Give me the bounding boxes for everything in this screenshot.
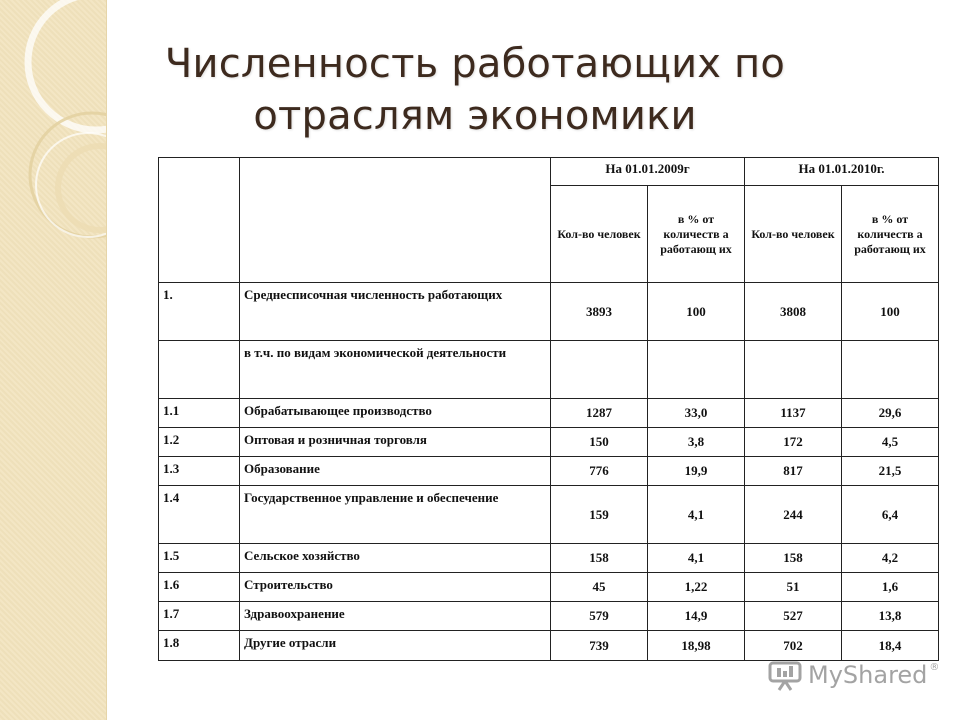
percent-2009: 100	[648, 283, 745, 341]
percent-2010: 100	[842, 283, 939, 341]
decorative-side-panel	[0, 0, 107, 720]
percent-2009: 4,1	[648, 486, 745, 544]
count-2009: 45	[551, 573, 648, 602]
count-2010: 244	[745, 486, 842, 544]
table-row	[159, 283, 939, 341]
header-year-2009: На 01.01.2009г	[551, 158, 745, 186]
percent-2009: 19,9	[648, 457, 745, 486]
row-name: Оптовая и розничная торговля	[240, 428, 551, 457]
count-2009: 1287	[551, 399, 648, 428]
count-2010	[745, 341, 842, 399]
percent-2010	[842, 341, 939, 399]
count-2010: 3808	[745, 283, 842, 341]
table-row	[159, 573, 939, 602]
count-2009: 159	[551, 486, 648, 544]
row-number: 1.1	[159, 399, 240, 428]
percent-2009: 14,9	[648, 602, 745, 631]
count-2009: 579	[551, 602, 648, 631]
percent-2009: 1,22	[648, 573, 745, 602]
row-number: 1.7	[159, 602, 240, 631]
row-number: 1.6	[159, 573, 240, 602]
count-2010: 172	[745, 428, 842, 457]
row-name: Другие отрасли	[240, 631, 551, 661]
count-2010: 158	[745, 544, 842, 573]
percent-2009: 4,1	[648, 544, 745, 573]
count-2009: 150	[551, 428, 648, 457]
count-2009: 3893	[551, 283, 648, 341]
row-number: 1.5	[159, 544, 240, 573]
myshared-watermark	[768, 658, 939, 692]
table-row	[159, 341, 939, 399]
header-count-2010: Кол-во человек	[745, 186, 842, 283]
header-empty-name	[240, 158, 551, 283]
row-name: Сельское хозяйство	[240, 544, 551, 573]
row-number: 1.	[159, 283, 240, 341]
table-row	[159, 399, 939, 428]
header-percent-2009: в % от количеств а работающ их	[648, 186, 745, 283]
row-number	[159, 341, 240, 399]
percent-2010: 29,6	[842, 399, 939, 428]
watermark-text: MyShared	[808, 661, 928, 689]
table-row	[159, 544, 939, 573]
header-empty-no	[159, 158, 240, 283]
percent-2009: 18,98	[648, 631, 745, 661]
header-percent-2010: в % от количеств а работающ их	[842, 186, 939, 283]
decorative-circles	[0, 0, 106, 720]
row-name: Здравоохранение	[240, 602, 551, 631]
row-name: в т.ч. по видам экономической деятельности	[240, 341, 551, 399]
row-name: Государственное управление и обеспечение	[240, 486, 551, 544]
header-year-2010: На 01.01.2010г.	[745, 158, 939, 186]
row-number: 1.2	[159, 428, 240, 457]
count-2009: 739	[551, 631, 648, 661]
table-row	[159, 428, 939, 457]
percent-2010: 13,8	[842, 602, 939, 631]
percent-2009: 3,8	[648, 428, 745, 457]
header-count-2009: Кол-во человек	[551, 186, 648, 283]
header-row-years	[159, 158, 939, 186]
percent-2010: 6,4	[842, 486, 939, 544]
count-2010: 527	[745, 602, 842, 631]
percent-2009	[648, 341, 745, 399]
row-name: Среднесписочная численность работающих	[240, 283, 551, 341]
percent-2010: 18,4	[842, 631, 939, 661]
count-2010: 1137	[745, 399, 842, 428]
count-2009: 158	[551, 544, 648, 573]
table-row	[159, 602, 939, 631]
percent-2010: 21,5	[842, 457, 939, 486]
employment-table	[158, 157, 939, 661]
count-2010: 702	[745, 631, 842, 661]
count-2010: 817	[745, 457, 842, 486]
count-2010: 51	[745, 573, 842, 602]
row-number: 1.8	[159, 631, 240, 661]
row-number: 1.3	[159, 457, 240, 486]
table-row	[159, 457, 939, 486]
table-row	[159, 486, 939, 544]
presentation-board-icon	[768, 659, 802, 691]
count-2009	[551, 341, 648, 399]
percent-2010: 4,2	[842, 544, 939, 573]
count-2009: 776	[551, 457, 648, 486]
percent-2010: 1,6	[842, 573, 939, 602]
row-number: 1.4	[159, 486, 240, 544]
row-name: Строительство	[240, 573, 551, 602]
row-name: Образование	[240, 457, 551, 486]
slide-title: Численность работающих по отраслям экономики	[164, 41, 786, 139]
registered-mark: ®	[929, 662, 940, 673]
percent-2010: 4,5	[842, 428, 939, 457]
percent-2009: 33,0	[648, 399, 745, 428]
table-row	[159, 631, 939, 661]
row-name: Обрабатывающее производство	[240, 399, 551, 428]
